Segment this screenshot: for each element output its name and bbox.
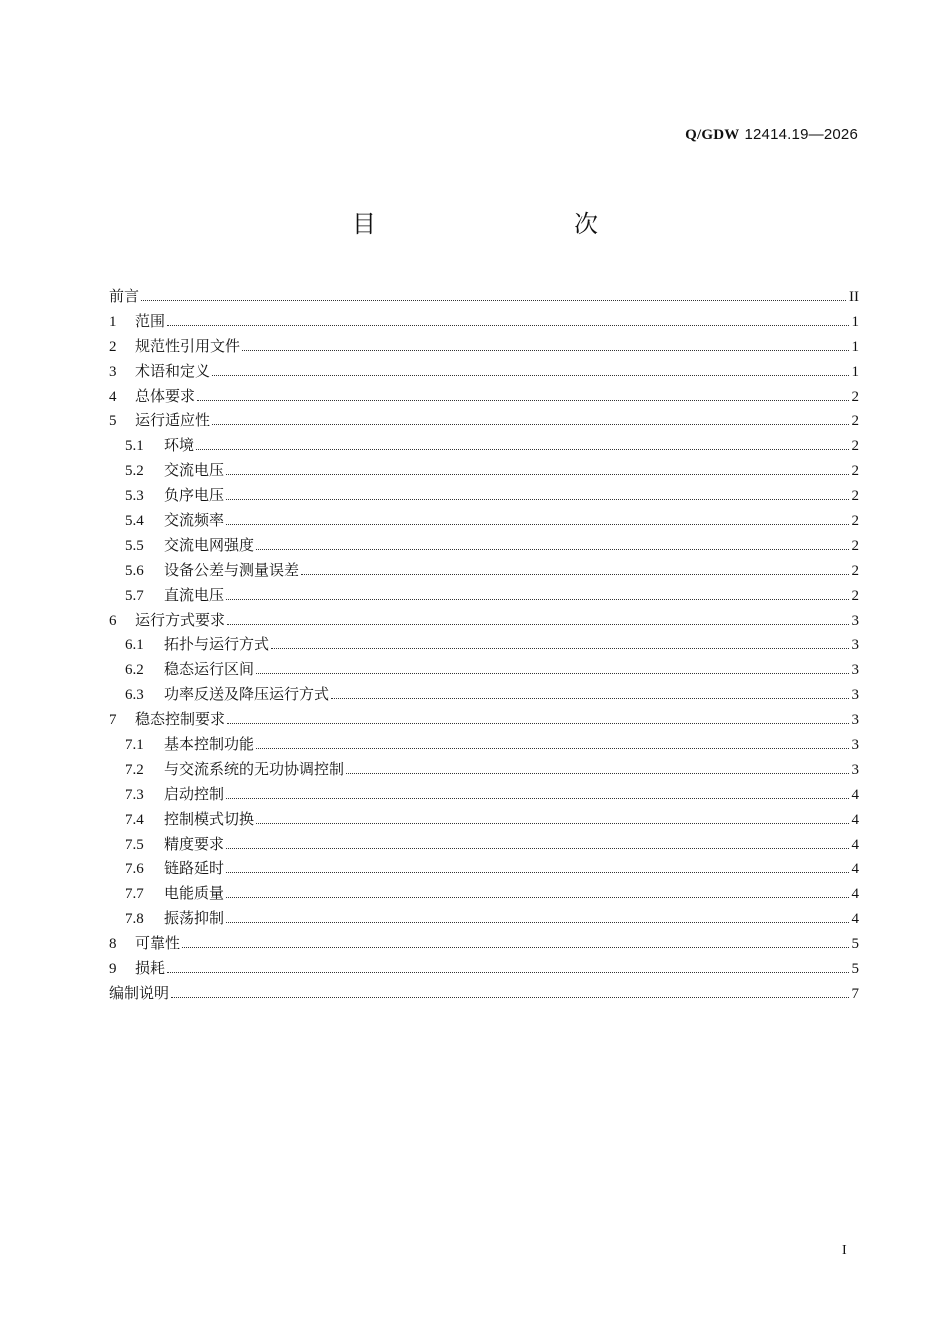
- toc-dot-leader: [141, 300, 846, 301]
- toc-entry-label: 术语和定义: [135, 361, 211, 380]
- toc-entry-number: 5.1: [125, 438, 144, 455]
- toc-entry-number: 5.4: [125, 513, 144, 530]
- toc-entry-number: 7: [109, 712, 117, 729]
- toc-dot-leader: [256, 748, 848, 749]
- toc-entry-label: 交流频率: [164, 511, 225, 530]
- toc-entry[interactable]: [109, 608, 859, 633]
- toc-entry-number: 5: [109, 413, 117, 430]
- toc-entry-page: 5: [851, 936, 859, 953]
- toc-entry-page: 3: [851, 637, 859, 654]
- toc-entry-number: 5.6: [125, 562, 144, 579]
- toc-entry-page: 4: [851, 886, 859, 903]
- toc-entry-page: 1: [851, 338, 859, 355]
- toc-entry-page: 2: [851, 463, 859, 480]
- toc-entry[interactable]: [109, 284, 859, 309]
- toc-entry[interactable]: [109, 408, 859, 433]
- toc-entry-number: 5.3: [125, 488, 144, 505]
- toc-entry-number: 1: [109, 313, 117, 330]
- toc-entry-label: 损耗: [135, 959, 166, 978]
- toc-entry-page: 2: [851, 562, 859, 579]
- toc-dot-leader: [212, 375, 848, 376]
- toc-entry-label: 控制模式切换: [164, 809, 255, 828]
- toc-entry-label: 设备公差与测量误差: [164, 560, 300, 579]
- toc-dot-leader: [271, 648, 848, 649]
- toc-entry-number: 7.1: [125, 737, 144, 754]
- toc-entry-label: 与交流系统的无功协调控制: [164, 759, 345, 778]
- toc-entry-label: 范围: [135, 311, 166, 330]
- toc-entry[interactable]: [109, 657, 859, 682]
- toc-entry-label: 总体要求: [135, 386, 196, 405]
- toc-entry-label: 可靠性: [135, 934, 181, 953]
- toc-entry[interactable]: [109, 981, 859, 1006]
- toc-dot-leader: [196, 449, 848, 450]
- toc-entry[interactable]: [109, 757, 859, 782]
- toc-dot-leader: [227, 723, 848, 724]
- toc-entry-label: 环境: [164, 436, 195, 455]
- toc-entry-page: 2: [851, 513, 859, 530]
- toc-entry[interactable]: [109, 508, 859, 533]
- toc-entry[interactable]: [109, 881, 859, 906]
- toc-entry[interactable]: [109, 856, 859, 881]
- toc-dot-leader: [226, 524, 848, 525]
- toc-dot-leader: [212, 424, 848, 425]
- toc-entry[interactable]: [109, 384, 859, 409]
- toc-entry[interactable]: [109, 359, 859, 384]
- toc-dot-leader: [226, 499, 848, 500]
- toc-entry-label: 运行方式要求: [135, 610, 226, 629]
- toc-entry[interactable]: [109, 558, 859, 583]
- toc-entry[interactable]: [109, 433, 859, 458]
- toc-dot-leader: [256, 549, 848, 550]
- toc-entry-page: 3: [851, 662, 859, 679]
- toc-dot-leader: [171, 997, 848, 998]
- toc-entry[interactable]: [109, 632, 859, 657]
- toc-entry-page: 3: [851, 737, 859, 754]
- toc-dot-leader: [226, 922, 848, 923]
- toc-entry-number: 9: [109, 961, 117, 978]
- toc-entry-label: 链路延时: [164, 859, 225, 878]
- toc-entry-label: 负序电压: [164, 486, 225, 505]
- table-of-contents: [109, 284, 859, 1006]
- toc-dot-leader: [167, 325, 848, 326]
- toc-entry-page: 5: [851, 961, 859, 978]
- toc-entry-label: 拓扑与运行方式: [164, 635, 270, 654]
- toc-entry-page: II: [849, 289, 859, 305]
- toc-dot-leader: [226, 897, 848, 898]
- toc-entry-number: 7.7: [125, 886, 144, 903]
- toc-entry-number: 5.5: [125, 537, 144, 554]
- toc-entry-label: 功率反送及降压运行方式: [164, 685, 330, 704]
- toc-entry-number: 8: [109, 936, 117, 953]
- toc-entry[interactable]: [109, 782, 859, 807]
- toc-dot-leader: [226, 474, 848, 475]
- toc-entry-number: 6.3: [125, 687, 144, 704]
- toc-entry-label: 编制说明: [109, 983, 170, 1002]
- toc-entry-page: 2: [851, 587, 859, 604]
- toc-dot-leader: [227, 624, 848, 625]
- toc-entry-number: 7.4: [125, 811, 144, 828]
- toc-entry[interactable]: [109, 732, 859, 757]
- toc-entry-label: 交流电网强度: [164, 535, 255, 554]
- toc-entry-number: 5.7: [125, 587, 144, 604]
- toc-entry-number: 5.2: [125, 463, 144, 480]
- toc-entry[interactable]: [109, 533, 859, 558]
- toc-entry-page: 2: [851, 438, 859, 455]
- toc-entry-number: 7.3: [125, 786, 144, 803]
- toc-entry[interactable]: [109, 906, 859, 931]
- toc-entry-label: 启动控制: [164, 784, 225, 803]
- toc-entry[interactable]: [109, 682, 859, 707]
- toc-entry-label: 稳态运行区间: [164, 660, 255, 679]
- toc-entry[interactable]: [109, 931, 859, 956]
- toc-dot-leader: [182, 947, 848, 948]
- toc-entry[interactable]: [109, 832, 859, 857]
- toc-entry-label: 规范性引用文件: [135, 336, 241, 355]
- toc-entry-page: 7: [851, 985, 859, 1002]
- toc-entry[interactable]: [109, 334, 859, 359]
- toc-entry-label: 稳态控制要求: [135, 710, 226, 729]
- toc-entry-page: 1: [851, 313, 859, 330]
- toc-entry-number: 7.2: [125, 761, 144, 778]
- toc-entry-page: 2: [851, 413, 859, 430]
- toc-entry-number: 7.8: [125, 911, 144, 928]
- toc-dot-leader: [226, 872, 848, 873]
- toc-dot-leader: [226, 798, 848, 799]
- toc-entry[interactable]: [109, 458, 859, 483]
- toc-entry-page: 4: [851, 836, 859, 853]
- toc-entry[interactable]: [109, 583, 859, 608]
- toc-dot-leader: [301, 574, 848, 575]
- toc-entry-label: 精度要求: [164, 834, 225, 853]
- toc-entry-number: 7.6: [125, 861, 144, 878]
- toc-entry[interactable]: [109, 309, 859, 334]
- toc-entry-label: 运行适应性: [135, 411, 211, 430]
- toc-entry-number: 2: [109, 338, 117, 355]
- toc-entry-page: 2: [851, 388, 859, 405]
- page-title: 目 次: [352, 210, 648, 238]
- toc-dot-leader: [167, 972, 848, 973]
- toc-entry-label: 直流电压: [164, 585, 225, 604]
- toc-entry-page: 3: [851, 712, 859, 729]
- toc-dot-leader: [256, 673, 848, 674]
- toc-entry-label: 交流电压: [164, 461, 225, 480]
- toc-dot-leader: [226, 848, 848, 849]
- toc-dot-leader: [256, 823, 848, 824]
- toc-dot-leader: [331, 698, 848, 699]
- toc-entry-number: 6.2: [125, 662, 144, 679]
- toc-entry-label: 基本控制功能: [164, 735, 255, 754]
- toc-entry-page: 3: [851, 612, 859, 629]
- toc-entry-number: 3: [109, 363, 117, 380]
- toc-entry-page: 1: [851, 363, 859, 380]
- standard-code: 12414.19—2026: [744, 126, 858, 143]
- toc-entry-number: 6: [109, 612, 117, 629]
- toc-entry[interactable]: [109, 956, 859, 981]
- toc-entry-number: 6.1: [125, 637, 144, 654]
- standard-prefix: Q/GDW: [685, 127, 740, 143]
- toc-dot-leader: [346, 773, 848, 774]
- page-number: I: [842, 1243, 847, 1258]
- toc-entry[interactable]: [109, 807, 859, 832]
- toc-entry-page: 4: [851, 911, 859, 928]
- toc-entry-label: 电能质量: [164, 884, 225, 903]
- toc-dot-leader: [226, 599, 848, 600]
- toc-entry-number: 7.5: [125, 836, 144, 853]
- toc-entry-page: 3: [851, 761, 859, 778]
- toc-entry-label: 前言: [109, 287, 140, 305]
- toc-entry-page: 4: [851, 861, 859, 878]
- toc-entry[interactable]: [109, 483, 859, 508]
- toc-entry-page: 4: [851, 786, 859, 803]
- toc-entry-page: 2: [851, 488, 859, 505]
- toc-entry-page: 3: [851, 687, 859, 704]
- toc-dot-leader: [242, 350, 848, 351]
- toc-entry[interactable]: [109, 707, 859, 732]
- toc-entry-page: 2: [851, 537, 859, 554]
- toc-entry-number: 4: [109, 388, 117, 405]
- toc-entry-page: 4: [851, 811, 859, 828]
- toc-dot-leader: [197, 400, 848, 401]
- standard-number: [685, 125, 858, 144]
- toc-entry-label: 振荡抑制: [164, 909, 225, 928]
